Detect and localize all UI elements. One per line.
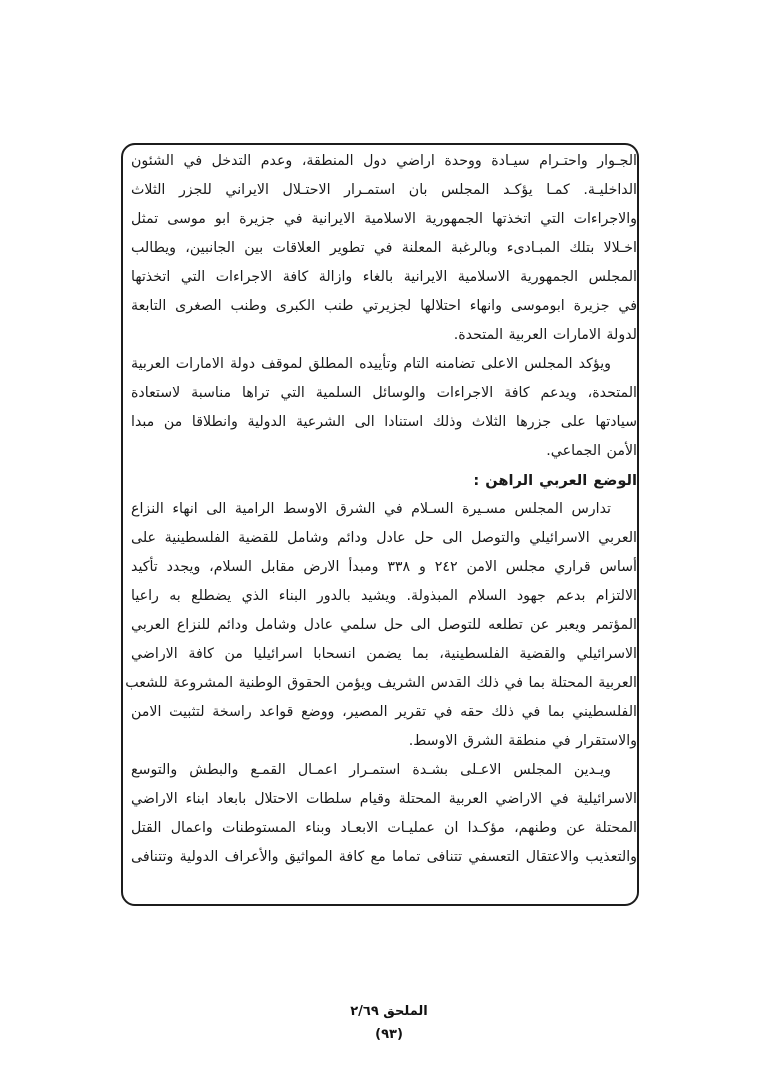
body-line: والتعذيب والاعتقال التعسفي تتنافى تماما مع كافة المواثيق والأعراف الدولية وتتنافى — [131, 849, 637, 865]
section-heading: الوضع العربي الراهن : — [473, 472, 637, 489]
document-body — [125, 147, 637, 872]
paragraph-start-line: ويـدين المجلس الاعـلى بشـدة استمـرار اعمـال القمـع والبطش والتوسع — [131, 762, 611, 778]
paragraph-end-line: لدولة الامارات العربية المتحدة. — [453, 327, 637, 343]
annex-label: الملحق ٢/٦٩ — [350, 1004, 428, 1019]
body-line: العربية المحتلة بما في ذلك القدس الشريف ويؤمن الحقوق الوطنية المشروعة للشعب — [125, 675, 637, 691]
body-line: والاجراءات التي اتخذتها الجمهورية الاسلامية الايرانية في جزيرة ابو موسى تمثل — [131, 211, 637, 227]
body-line: الاسرائيلي والقضية الفلسطينية، بما يضمن انسحابا اسرائيليا من كافة الاراضي — [131, 646, 637, 662]
body-line: الاسرائيلية في الاراضي العربية المحتلة وقيام سلطات الاحتلال بابعاد ابناء الاراضي — [131, 791, 637, 807]
body-line: في جزيرة ابوموسى وانهاء احتلالها لجزيرتي طنب الكبرى وطنب الصغرى التابعة — [131, 298, 637, 314]
body-line: الفلسطيني بما في ذلك حقه في تقرير المصير، ووضع قواعد راسخة لتثبيت الامن — [131, 704, 637, 720]
body-line: الجـوار واحتـرام سيـادة ووحدة اراضي دول المنطقة، وعدم التدخل في الشئون — [131, 153, 637, 169]
body-line: المتحدة، ويدعم كافة الاجراءات والوسائل السلمية التي تراها مناسبة لاستعادة — [131, 385, 637, 401]
body-line: المحتلة عن وطنهم، مؤكـدا ان عمليـات الابعـاد وبناء المستوطنات واعمال القتل — [131, 820, 637, 836]
body-line: المؤتمر ويعبر عن تطلعه للتوصل الى حل سلمي عادل وشامل ودائم للنزاع العربي — [131, 617, 637, 633]
paragraph-start-line: تدارس المجلس مسـيرة السـلام في الشرق الاوسط الرامية الى انهاء النزاع — [131, 501, 611, 517]
body-line: أساس قراري مجلس الامن ٢٤٢ و ٣٣٨ ومبدأ الارض مقابل السلام، ويجدد تأكيد — [131, 559, 637, 575]
body-line: الداخليـة. كمـا يؤكـد المجلس بان استمـرار الاحتـلال الايراني للجزر الثلاث — [131, 182, 637, 198]
paragraph-end-line: الأمن الجماعي. — [546, 443, 637, 459]
body-line: العربي الاسرائيلي والتوصل الى حل عادل ودائم وشامل للقضية الفلسطينية على — [131, 530, 637, 546]
body-line: الالتزام بدعم جهود السلام المبذولة. ويشيد بالدور البناء الذي يضطلع به راعيا — [131, 588, 637, 604]
paragraph-end-line: والاستقرار في منطقة الشرق الاوسط. — [408, 733, 637, 749]
body-line: اخـلالا بتلك المبـادىء وبالرغبة المعلنة في تطوير العلاقات بين الجانبين، ويطالب — [131, 240, 637, 256]
body-line: المجلس الجمهورية الاسلامية الايرانية بالغاء وازالة كافة الاجراءات التي اتخذتها — [131, 269, 637, 285]
paragraph-start-line: ويؤكد المجلس الاعلى تضامنه التام وتأييده المطلق لموقف دولة الامارات العربية — [131, 356, 611, 372]
page-number: (٩٣) — [375, 1027, 403, 1042]
body-line: سيادتها على جزرها الثلاث وذلك استنادا الى الشرعية الدولية وانطلاقا من مبدا — [131, 414, 637, 430]
